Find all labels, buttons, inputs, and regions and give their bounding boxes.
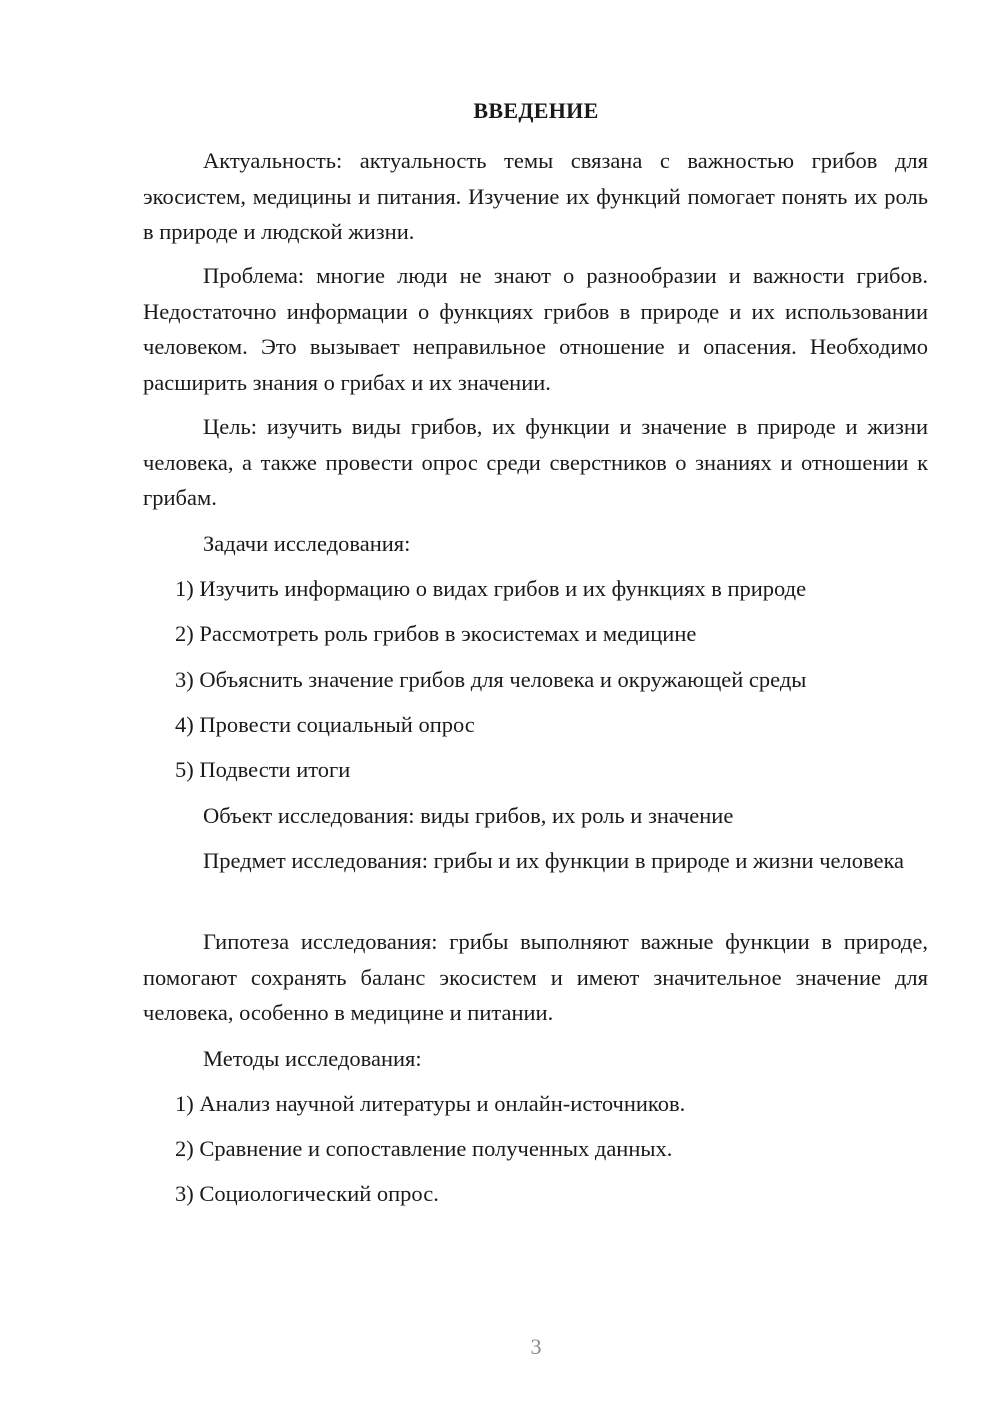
subject-paragraph: Предмет исследования: грибы и их функции в природе и жизни человека [203, 848, 905, 873]
object-line: Объект исследования: виды грибов, их роль и значение [203, 803, 734, 828]
task-item: 3) Объяснить значение грибов для человека и окружающей среды [175, 667, 807, 692]
problem-paragraph: Проблема: многие люди не знают о разнообразии и важности грибов. Недостаточно информации о функциях грибов в природе и их использовании человеком. Это вызывает неправильное отношение и опасения. Необходимо расширить знания о грибах и их значении. [143, 263, 928, 395]
task-item: 2) Рассмотреть роль грибов в экосистемах и медицине [175, 621, 697, 646]
relevance-paragraph: Актуальность: актуальность темы связана с важностью грибов для экосистем, медицины и питания. Изучение их функций помогает понять их роль в природе и людской жизни. [143, 148, 928, 244]
page-title: ВВЕДЕНИЕ [473, 98, 599, 123]
hypothesis-paragraph: Гипотеза исследования: грибы выполняют важные функции в природе, помогают сохранять баланс экосистем и имеют значительное значение для человека, особенно в медицине и питании. [143, 929, 928, 1025]
task-item: 4) Провести социальный опрос [175, 712, 475, 737]
tasks-heading: Задачи исследования: [203, 531, 411, 556]
method-item: 2) Сравнение и сопоставление полученных данных. [175, 1136, 673, 1161]
method-item: 1) Анализ научной литературы и онлайн-источников. [175, 1091, 686, 1116]
page-number: 3 [530, 1334, 542, 1359]
goal-paragraph: Цель: изучить виды грибов, их функции и значение в природе и жизни человека, а также провести опрос среди сверстников о знаниях и отношении к грибам. [143, 414, 928, 510]
method-item: 3) Социологический опрос. [175, 1181, 439, 1206]
methods-heading: Методы исследования: [203, 1046, 422, 1071]
task-item: 1) Изучить информацию о видах грибов и их функциях в природе [175, 576, 807, 601]
task-item: 5) Подвести итоги [175, 757, 351, 782]
